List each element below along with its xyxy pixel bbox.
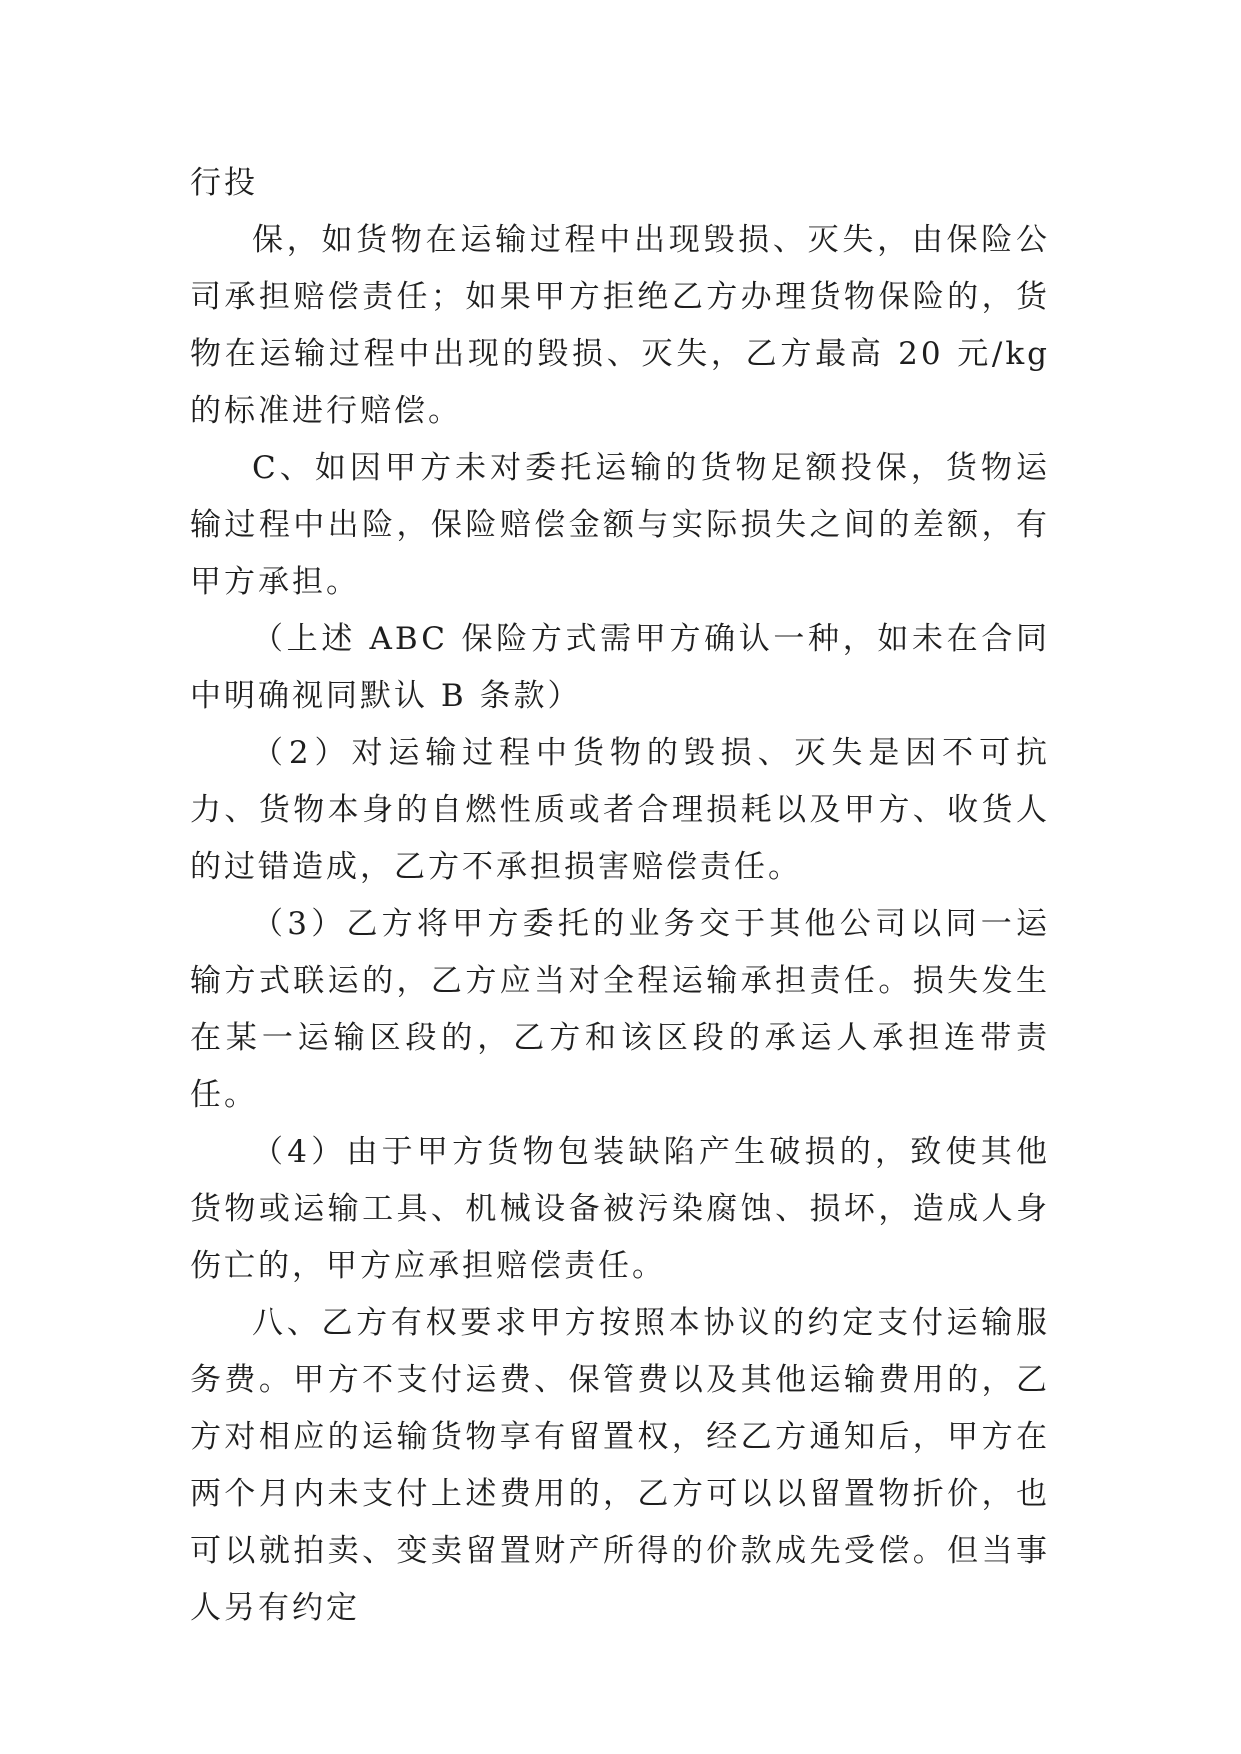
paragraph-insurance-b: 保，如货物在运输过程中出现毁损、灭失，由保险公司承担赔偿责任；如果甲方拒绝乙方办理货物保险的，货物在运输过程中出现的毁损、灭失，乙方最高 20 元/kg 的标准进行赔偿。 — [190, 222, 1050, 429]
paragraph-article-8: 八、乙方有权要求甲方按照本协议的约定支付运输服务费。甲方不支付运费、保管费以及其他运输费用的，乙方对相应的运输货物享有留置权，经乙方通知后，甲方在两个月内未支付上述费用的，乙方可以以留置物折价，也可以就拍卖、变卖留置财产所得的价款成先受偿。但当事人另有约定 — [190, 1305, 1050, 1626]
paragraph-insurance-c: C、如因甲方未对委托运输的货物足额投保，货物运输过程中出险，保险赔偿金额与实际损失之间的差额，有甲方承担。 — [190, 450, 1050, 600]
paragraph-clause-3: （3）乙方将甲方委托的业务交于其他公司以同一运输方式联运的，乙方应当对全程运输承担责任。损失发生在某一运输区段的，乙方和该区段的承运人承担连带责任。 — [190, 906, 1050, 1113]
paragraph-clause-4: （4）由于甲方货物包装缺陷产生破损的，致使其他货物或运输工具、机械设备被污染腐蚀、损坏，造成人身伤亡的，甲方应承担赔偿责任。 — [190, 1134, 1050, 1284]
document-body — [190, 155, 1050, 1637]
paragraph-clause-2: （2）对运输过程中货物的毁损、灭失是因不可抗力、货物本身的自燃性质或者合理损耗以及甲方、收货人的过错造成，乙方不承担损害赔偿责任。 — [190, 735, 1050, 885]
paragraph-heading-fragment: 行投 — [190, 165, 258, 201]
paragraph-insurance-note: （上述 ABC 保险方式需甲方确认一种，如未在合同中明确视同默认 B 条款） — [190, 621, 1050, 714]
